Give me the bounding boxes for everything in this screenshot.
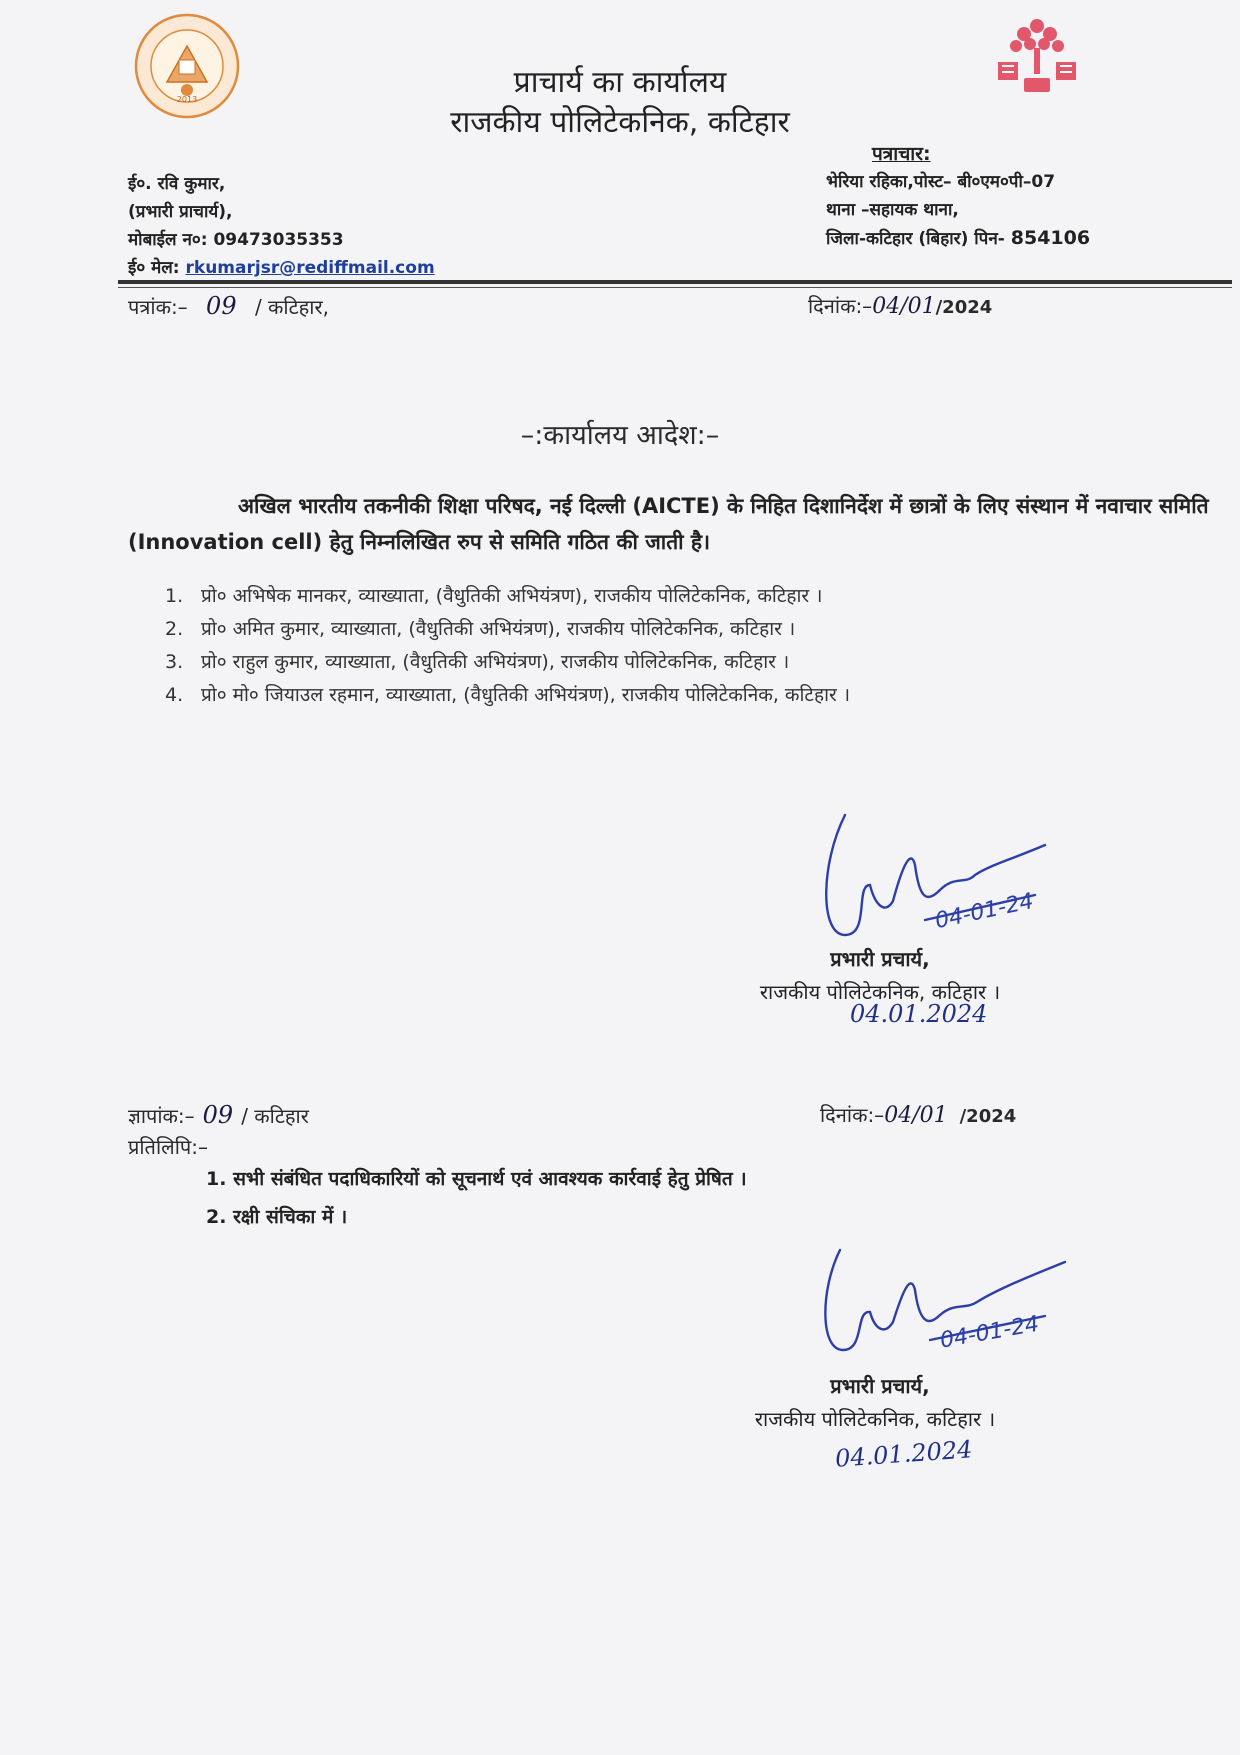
item-text: सभी संबंधित पदाधिकारियों को सूचनार्थ एवं आवश्यक कार्रवाई हेतु प्रेषित ।: [233, 1168, 747, 1190]
item-number: 2.: [206, 1206, 227, 1228]
sender-name: ई०. रवि कुमार,: [128, 174, 226, 194]
principal-signature: [815, 1240, 1075, 1360]
list-item: [206, 1198, 747, 1236]
item-text: प्रो० राहुल कुमार, व्याख्याता, (वैधुतिकी अभियंत्रण), राजकीय पोलिटेकनिक, कटिहार ।: [201, 651, 790, 673]
list-item: [165, 613, 850, 646]
signatory-org: राजकीय पोलिटेकनिक, कटिहार ।: [754, 1407, 996, 1431]
header-divider: [118, 280, 1232, 284]
memo-date: [820, 1100, 1016, 1132]
item-text: रक्षी संचिका में ।: [233, 1206, 348, 1228]
order-heading: –:कार्यालय आदेश:–: [520, 420, 720, 451]
list-item: [206, 1160, 747, 1198]
item-number: 1.: [206, 1168, 227, 1190]
item-text: प्रो० अभिषेक मानकर, व्याख्याता, (वैधुतिकी अभियंत्रण), राजकीय पोलिटेकनिक, कटिहार ।: [201, 585, 823, 607]
memo-date-year: /2024: [959, 1106, 1017, 1127]
signature-date: 04-01-24: [938, 1311, 1041, 1354]
sender-email: [128, 254, 435, 282]
address-line2: थाना –सहायक थाना,: [826, 200, 959, 220]
pin-code: 854106: [1010, 227, 1091, 249]
memo-number-value: 09: [202, 1101, 234, 1129]
memo-date-label: दिनांक:–: [820, 1103, 885, 1127]
principal-signature: [815, 805, 1055, 945]
reference-label: पत्रांक:–: [128, 295, 188, 319]
initial-date: 04.01.2024: [850, 1000, 988, 1028]
order-body: अखिल भारतीय तकनीकी शिक्षा परिषद, नई दिल्ली (AICTE) के निहित दिशानिर्देश में छात्रों के लिए संस्थान में नवाचार समिति (Innovation cell) हेतु निम्नलिखित रुप से समिति गठित की जाती है।: [128, 494, 1209, 554]
signatory-org: राजकीय पोलिटेकनिक, कटिहार ।: [759, 980, 1001, 1004]
item-text: प्रो० अमित कुमार, व्याख्याता, (वैधुतिकी अभियंत्रण), राजकीय पोलिटेकनिक, कटिहार ।: [201, 618, 796, 640]
list-item: [165, 646, 850, 679]
address-line3: [826, 224, 1090, 253]
memo-date-handwritten: 04/01: [884, 1103, 948, 1128]
memo-label: ज्ञापांक:–: [128, 1104, 195, 1128]
sender-designation: (प्रभारी प्राचार्य),: [128, 202, 233, 222]
member-list: [165, 580, 850, 712]
memo-suffix: / कटिहार: [241, 1104, 309, 1128]
date-handwritten: 04/01: [872, 294, 936, 319]
date-year: /2024: [935, 297, 993, 318]
header-divider-thin: [118, 287, 1232, 288]
reference-number-value: 09: [206, 292, 237, 320]
copy-list: [206, 1160, 747, 1236]
reference-date: [808, 292, 992, 319]
email-link[interactable]: rkumarjsr@rediffmail.com: [185, 258, 435, 278]
correspondence-heading: पत्राचार:: [872, 143, 931, 165]
mobile-label: मोबाईल न०:: [128, 230, 214, 250]
item-number: 1.: [165, 585, 184, 607]
email-label: ई० मेल:: [128, 258, 186, 278]
copy-label: प्रतिलिपि:–: [128, 1135, 208, 1159]
office-title: प्राचार्य का कार्यालय: [513, 65, 727, 100]
memo-number: [128, 1100, 309, 1131]
item-number: 3.: [165, 651, 184, 673]
signature-date: 04-01-24: [932, 888, 1036, 935]
mobile-number: 09473035353: [213, 230, 344, 250]
reference-number: [128, 292, 329, 320]
signatory-title: प्रभारी प्रचार्य,: [830, 1374, 930, 1398]
svg-text:2013: 2013: [176, 95, 198, 104]
date-label: दिनांक:–: [808, 294, 873, 318]
address-prefix: जिला-कटिहार (बिहार) पिन-: [826, 229, 1011, 249]
address-line1: भेरिया रहिका,पोस्ट– बी०एम०पी–07: [826, 172, 1056, 192]
item-number: 2.: [165, 618, 184, 640]
reference-suffix: / कटिहार,: [254, 295, 330, 319]
list-item: [165, 580, 850, 613]
item-number: 4.: [165, 684, 184, 706]
signatory-title: प्रभारी प्रचार्य,: [830, 947, 930, 971]
institution-title: राजकीय पोलिटेकनिक, कटिहार: [450, 105, 790, 140]
sender-block: [128, 170, 435, 282]
initial-date: 04.01.2024: [834, 1435, 974, 1473]
sender-mobile: [128, 226, 435, 254]
correspondence-block: [826, 140, 1090, 253]
item-text: प्रो० मो० जियाउल रहमान, व्याख्याता, (वैधुतिकी अभियंत्रण), राजकीय पोलिटेकनिक, कटिहार ।: [201, 684, 851, 706]
list-item: [165, 679, 850, 712]
